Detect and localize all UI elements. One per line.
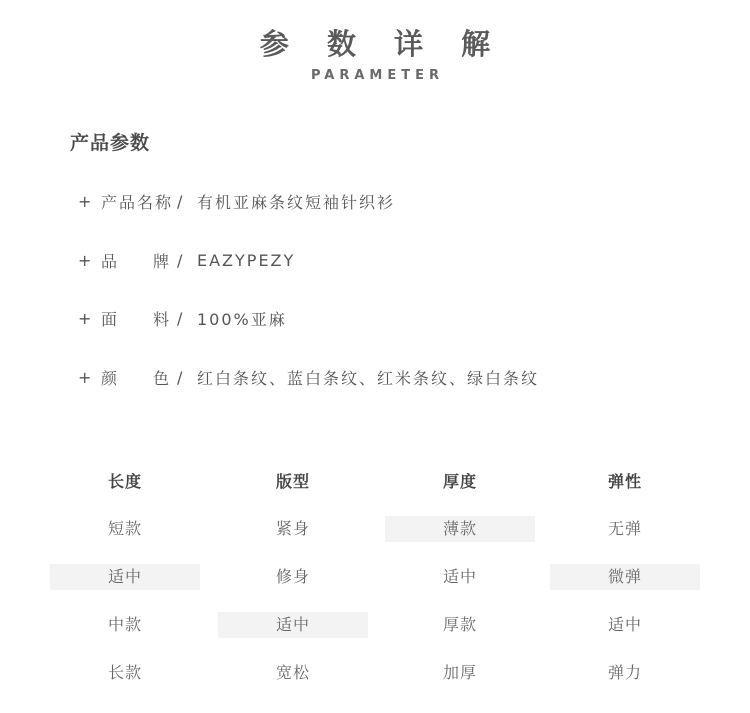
spec-column-header: 厚度 [442,472,477,491]
param-value: EAZYPEZY [197,250,296,270]
spec-column-header: 弹性 [607,472,642,491]
param-label [101,307,171,330]
spec-option: 无弹 [607,519,642,538]
spec-option: 适中 [218,612,368,638]
spec-option: 宽松 [275,663,310,682]
param-label: 产品名称 [101,192,174,212]
product-params-heading: 产品参数 [70,132,151,154]
param-label-char: 颜 [101,368,120,388]
plus-icon: + [78,367,94,387]
param-row-brand [78,247,295,273]
param-separator: / [177,191,185,211]
page-title: 参 数 详 解 [259,27,505,61]
spec-option: 短款 [107,519,142,538]
spec-option: 中款 [107,615,142,634]
param-label-char: 牌 [152,251,171,271]
spec-option: 加厚 [442,663,477,682]
spec-column-header: 长度 [107,472,142,491]
spec-option: 长款 [107,663,142,682]
param-label [101,249,171,272]
spec-column-thickness [385,462,535,682]
param-row-name [78,188,395,214]
param-value: 红白条纹、蓝白条纹、红米条纹、绿白条纹 [197,368,540,388]
spec-option: 适中 [50,564,200,590]
param-row-color [78,364,539,390]
param-label [101,366,171,389]
spec-column-length [50,462,200,682]
param-separator: / [177,250,185,270]
param-separator: / [177,308,185,328]
spec-option: 厚款 [442,615,477,634]
page-subtitle: PARAMETER [310,68,445,83]
param-label-char: 品 [101,251,120,271]
param-label-char: 色 [152,368,171,388]
spec-option: 弹力 [607,663,642,682]
plus-icon: + [78,191,94,211]
spec-column-fit [218,462,368,682]
param-separator: / [177,367,185,387]
param-value: 有机亚麻条纹短袖针织衫 [197,192,396,212]
spec-option: 修身 [275,567,310,586]
spec-option: 薄款 [385,516,535,542]
param-row-material [78,305,287,331]
spec-option: 紧身 [275,519,310,538]
param-label-char: 面 [101,309,120,329]
spec-option: 适中 [442,567,477,586]
spec-option: 适中 [607,615,642,634]
param-label-char: 料 [152,309,171,329]
spec-column-elasticity [550,462,700,682]
param-value: 100%亚麻 [197,309,287,329]
spec-column-header: 版型 [275,472,310,491]
plus-icon: + [78,308,94,328]
spec-option: 微弹 [550,564,700,590]
plus-icon: + [78,250,94,270]
